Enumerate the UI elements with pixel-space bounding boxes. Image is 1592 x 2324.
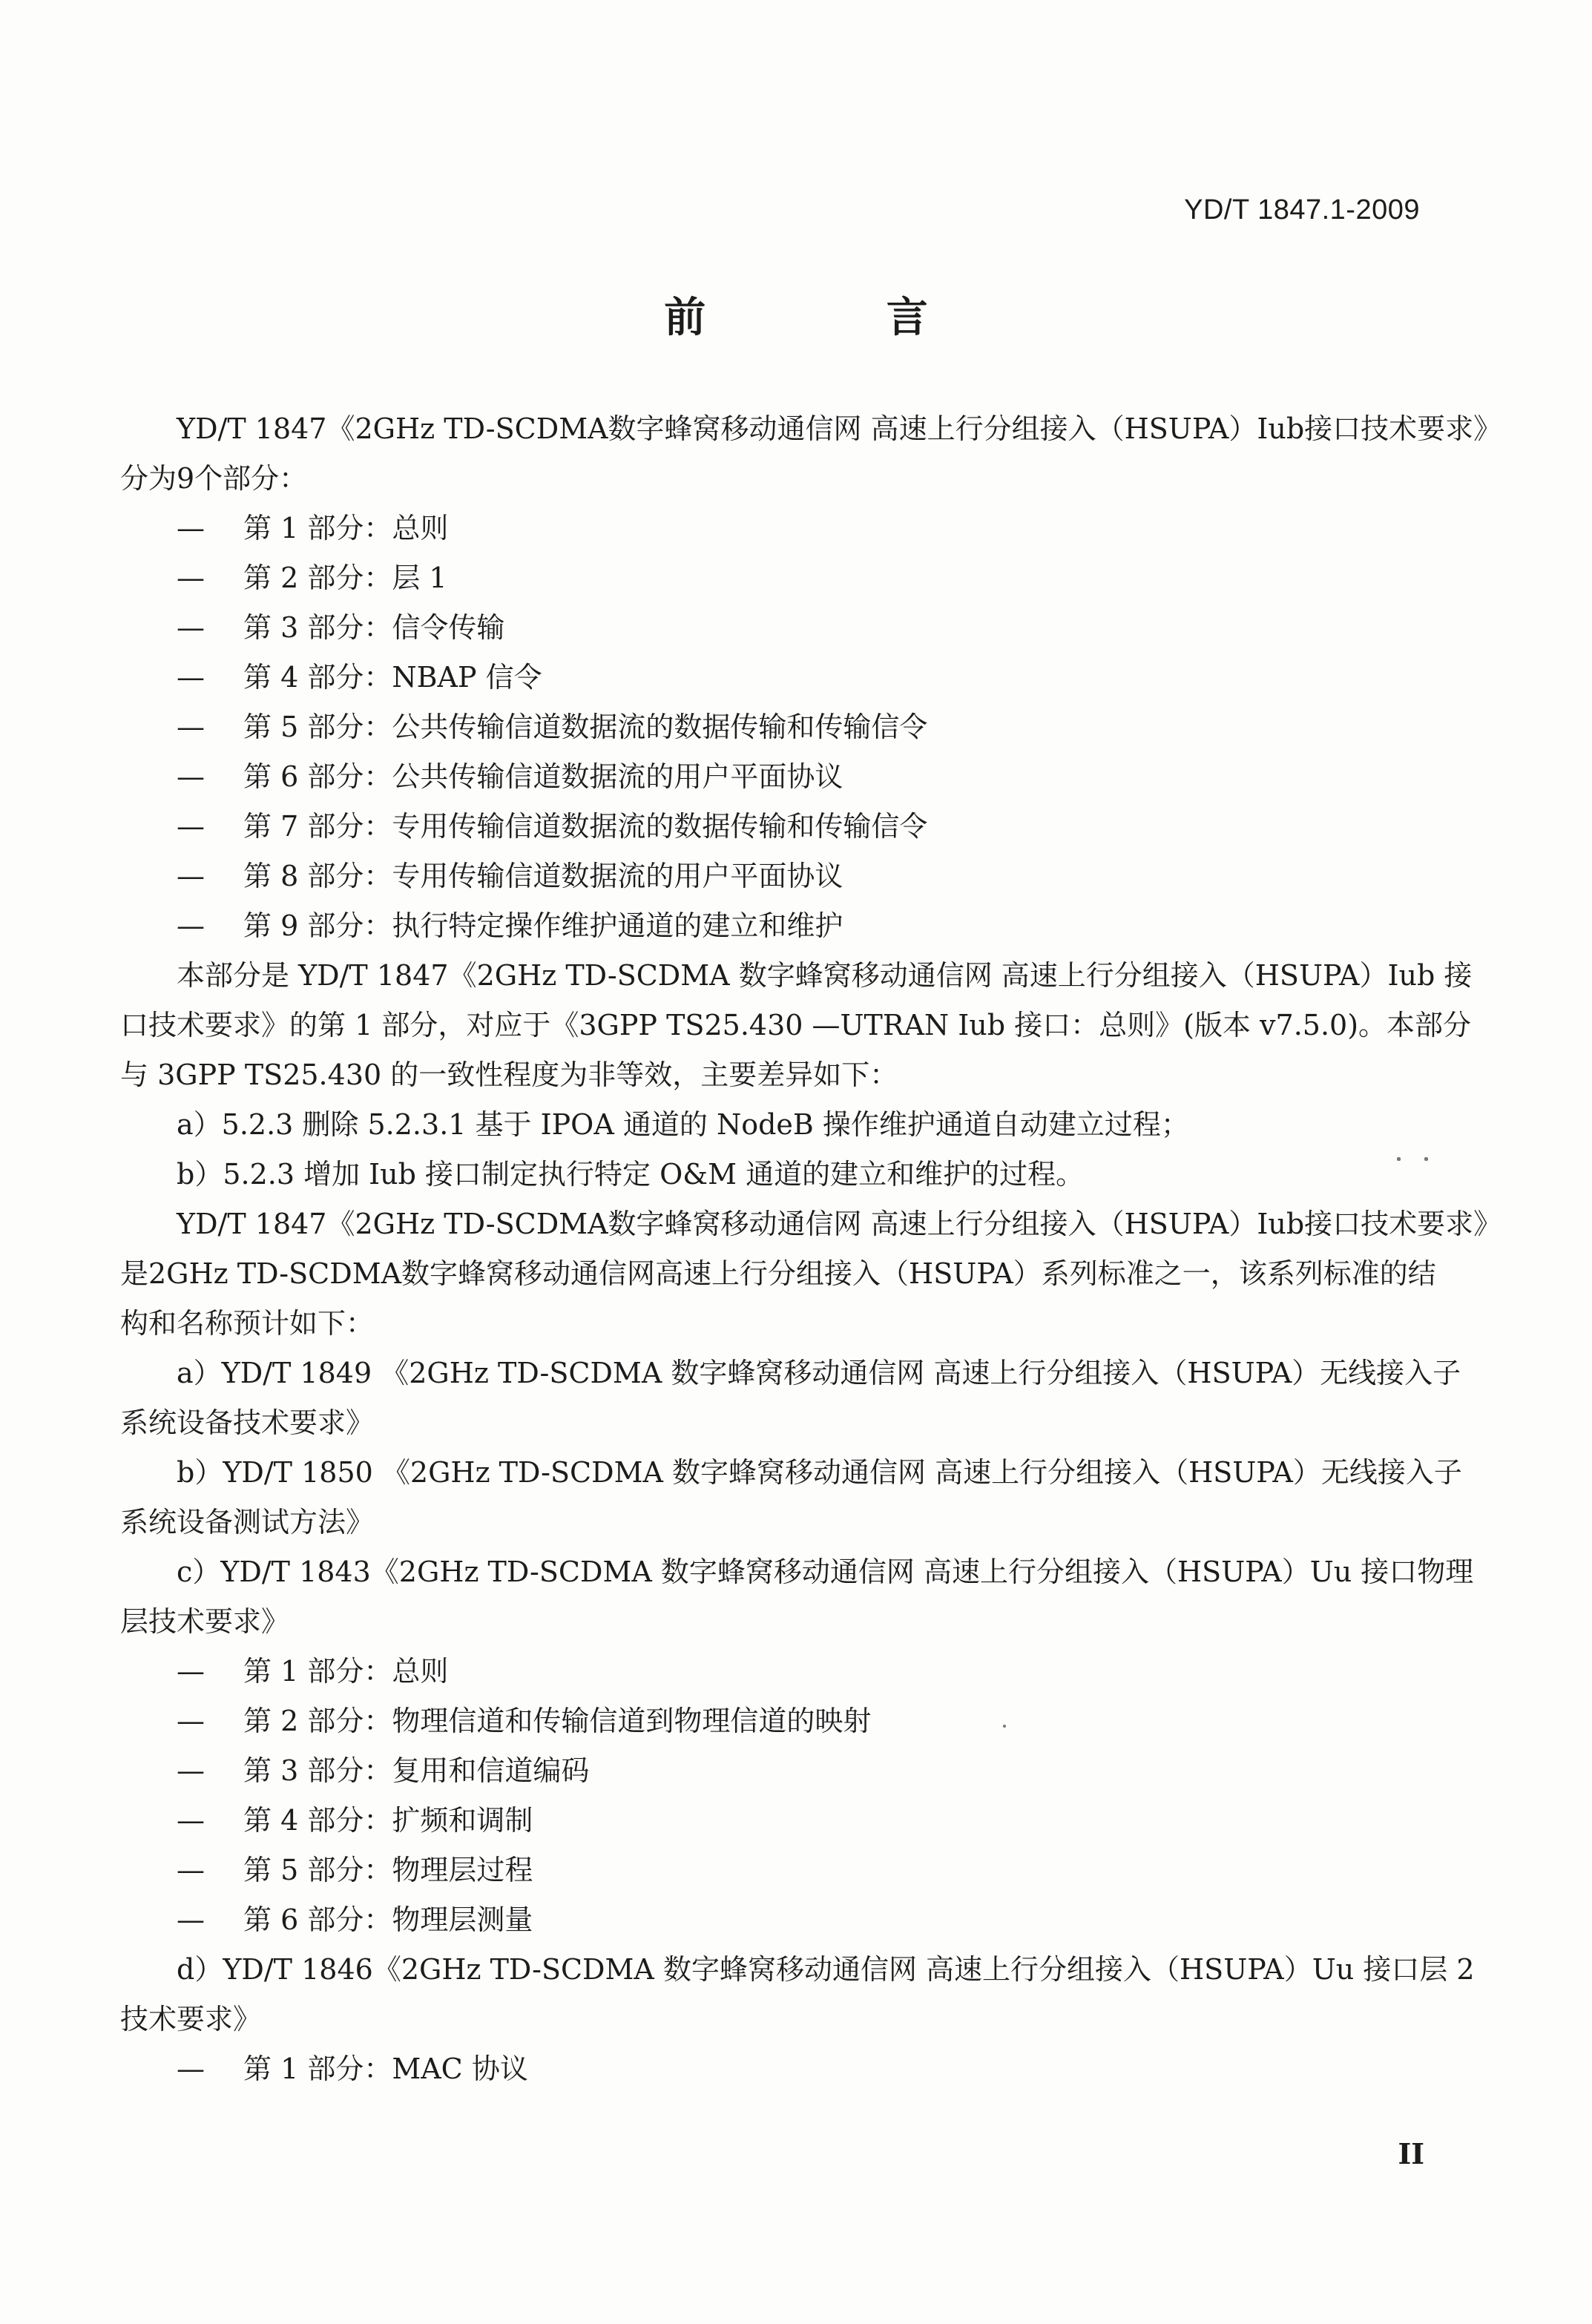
- list-item: — 第 7 部分：专用传输信道数据流的数据传输和传输信令: [177, 810, 928, 843]
- list-item: — 第 2 部分：物理信道和传输信道到物理信道的映射: [177, 1705, 872, 1737]
- list-item: — 第 5 部分：物理层过程: [177, 1854, 533, 1886]
- list-item: — 第 6 部分：公共传输信道数据流的用户平面协议: [177, 760, 843, 793]
- correspondence-line: 本部分是 YD/T 1847《2GHz TD-SCDMA 数字蜂窝移动通信网 高速上行分组接入（HSUPA）Iub 接: [177, 959, 1473, 992]
- list-item: — 第 5 部分：公共传输信道数据流的数据传输和传输信令: [177, 711, 928, 743]
- correspondence-line: 口技术要求》的第 1 部分，对应于《3GPP TS25.430 —UTRAN Iub 接口：总则》(版本 v7.5.0)。本部分: [120, 1009, 1472, 1041]
- standard-number-header: YD/T 1847.1-2009: [1184, 194, 1420, 226]
- series-item-c: c）YD/T 1843《2GHz TD-SCDMA 数字蜂窝移动通信网 高速上行分组接入（HSUPA）Uu 接口物理: [177, 1556, 1474, 1588]
- intro-line: 分为9个部分：: [120, 462, 308, 495]
- list-item: — 第 9 部分：执行特定操作维护通道的建立和维护: [177, 909, 843, 942]
- list-item: — 第 1 部分：总则: [177, 1655, 449, 1688]
- list-item: — 第 3 部分：复用和信道编码: [177, 1754, 590, 1787]
- series-intro-line: YD/T 1847《2GHz TD-SCDMA数字蜂窝移动通信网 高速上行分组接入（HSUPA）Iub接口技术要求》: [177, 1208, 1502, 1240]
- series-item-a: 系统设备技术要求》: [120, 1406, 375, 1439]
- list-item: — 第 8 部分：专用传输信道数据流的用户平面协议: [177, 860, 843, 892]
- correspondence-line: 与 3GPP TS25.430 的一致性程度为非等效，主要差异如下：: [120, 1059, 898, 1091]
- series-item-a: a）YD/T 1849 《2GHz TD-SCDMA 数字蜂窝移动通信网 高速上行分组接入（HSUPA）无线接入子: [177, 1357, 1461, 1389]
- page-title: 前 言: [664, 294, 1011, 342]
- series-item-d: d）YD/T 1846《2GHz TD-SCDMA 数字蜂窝移动通信网 高速上行分组接入（HSUPA）Uu 接口层 2: [177, 1953, 1475, 1986]
- parts-list: [120, 504, 1426, 951]
- difference-item: b）5.2.3 增加 Iub 接口制定执行特定 O&M 通道的建立和维护的过程。: [177, 1158, 1085, 1191]
- preface-body: [120, 404, 1502, 2094]
- series-intro-line: 构和名称预计如下：: [120, 1307, 375, 1340]
- series-c-parts: [120, 1647, 1426, 1945]
- series-item-b: 系统设备测试方法》: [120, 1506, 375, 1538]
- page-number: II: [1398, 2137, 1424, 2170]
- series-d-parts: [120, 2044, 1426, 2094]
- list-item: — 第 3 部分：信令传输: [177, 611, 505, 644]
- series-item-c: 层技术要求》: [120, 1605, 290, 1638]
- list-item: — 第 1 部分：总则: [177, 512, 449, 544]
- difference-item: a）5.2.3 删除 5.2.3.1 基于 IPOA 通道的 NodeB 操作维护通道自动建立过程；: [177, 1108, 1189, 1141]
- series-item-d: 技术要求》: [120, 2003, 262, 2035]
- list-item: — 第 6 部分：物理层测量: [177, 1903, 533, 1936]
- list-item: — 第 4 部分：扩频和调制: [177, 1804, 533, 1837]
- list-item: — 第 2 部分：层 1: [177, 562, 447, 594]
- series-item-b: b）YD/T 1850 《2GHz TD-SCDMA 数字蜂窝移动通信网 高速上行分组接入（HSUPA）无线接入子: [177, 1456, 1462, 1489]
- series-intro-line: 是2GHz TD-SCDMA数字蜂窝移动通信网高速上行分组接入（HSUPA）系列标准之一，该系列标准的结: [120, 1257, 1436, 1290]
- intro-line: YD/T 1847《2GHz TD-SCDMA数字蜂窝移动通信网 高速上行分组接入（HSUPA）Iub接口技术要求》: [177, 412, 1502, 445]
- list-item: — 第 4 部分：NBAP 信令: [177, 661, 542, 694]
- list-item: — 第 1 部分：MAC 协议: [177, 2053, 528, 2085]
